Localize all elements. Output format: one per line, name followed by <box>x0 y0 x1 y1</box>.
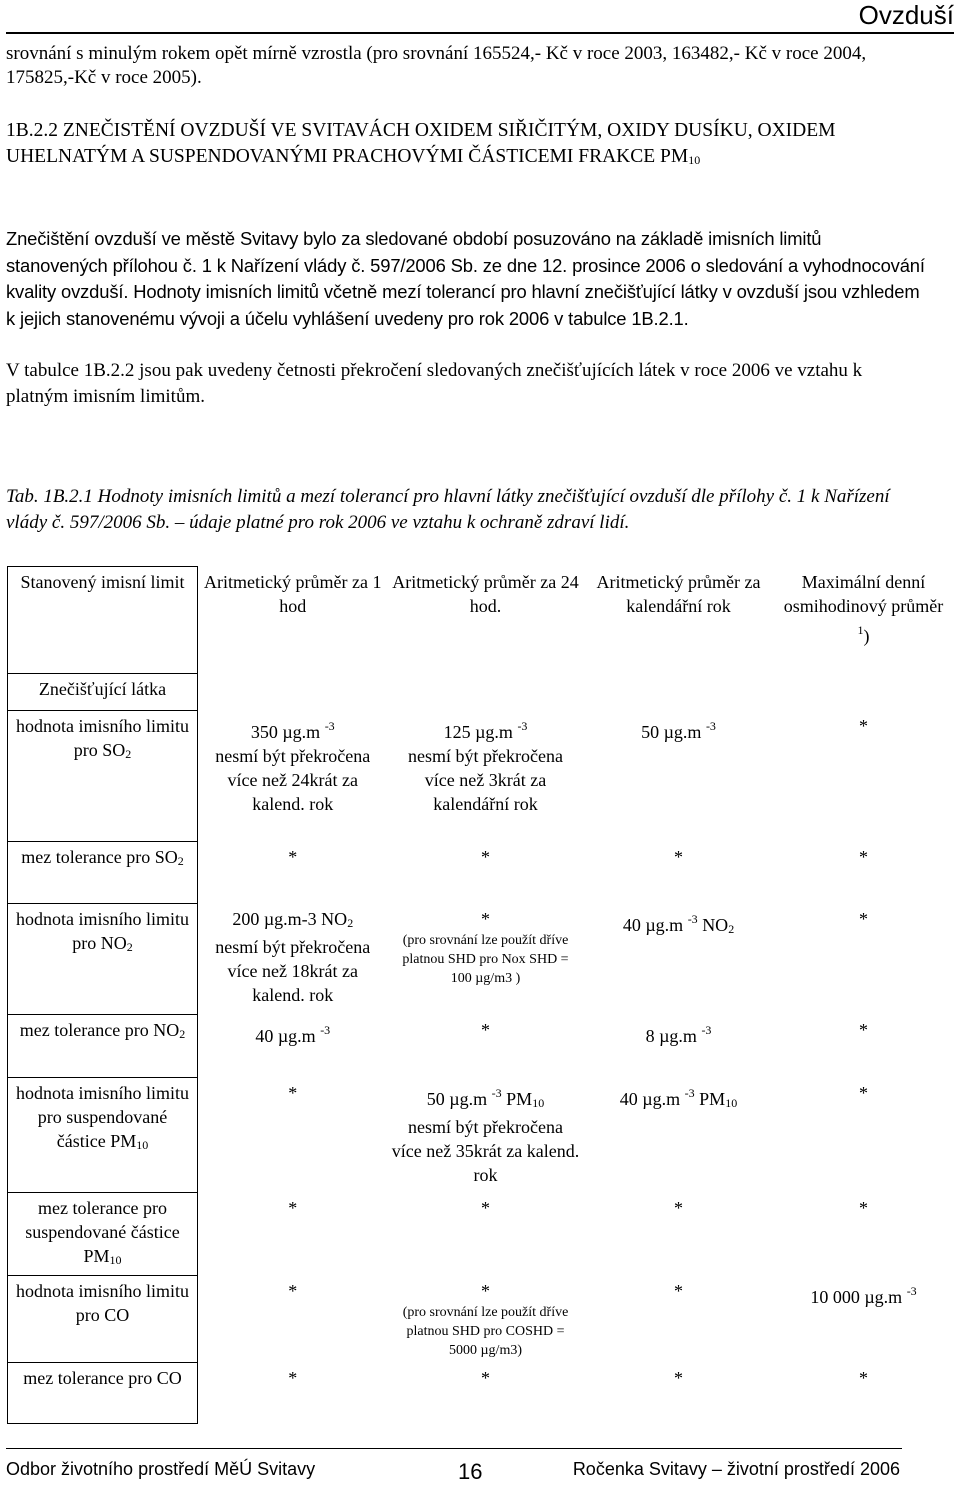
cell-value: 125 µg.m <box>443 721 513 742</box>
table-caption: Tab. 1B.2.1 Hodnoty imisních limitů a mezí tolerancí pro hlavní látky znečišťující ovzduší dle přílohy č. 1 k Nařízení vlády č. 597/2006 Sb. – údaje platné pro rok 2006 ve vztahu k ochraně zdraví lidí. <box>6 486 890 533</box>
cell-value: 40 µg.m <box>255 1025 316 1046</box>
cell-24h: * <box>481 1197 490 1218</box>
cell-1h: * <box>288 1280 298 1301</box>
cell-1h: * <box>288 1197 298 1218</box>
header-divider <box>6 32 954 34</box>
row-label-text: mez tolerance pro NO <box>19 1020 180 1040</box>
cell-sub: 10 <box>725 1095 738 1110</box>
cell-sub: 10 <box>532 1095 545 1110</box>
row-label-text: hodnota imisního limitu pro suspendované částice PM <box>15 1083 189 1151</box>
table-row <box>8 1015 954 1078</box>
row-label-text: hodnota imisního limitu pro NO <box>15 909 189 953</box>
page-number: 16 <box>458 1459 483 1484</box>
cell-sup: -3 <box>701 1022 712 1037</box>
row-label-text: hodnota imisního limitu pro SO <box>15 716 189 760</box>
table-header-row <box>8 567 954 674</box>
header-1h-cell: Aritmetický průměr za 1 hod <box>204 571 382 616</box>
row-label-text: mez tolerance pro SO <box>21 847 178 867</box>
cell-value: 40 µg.m <box>622 914 684 935</box>
table-row <box>8 711 954 842</box>
cell-year: * <box>674 1197 683 1218</box>
header-limit-cell: Stanovený imisní limit <box>8 567 198 674</box>
cell-sup: -3 <box>320 1022 331 1037</box>
cell-year <box>584 1015 774 1078</box>
cell-24h <box>388 711 584 842</box>
cell-sup: -3 <box>687 911 698 926</box>
cell-8h <box>774 1276 954 1363</box>
row-label <box>8 904 198 1015</box>
table-row <box>8 1078 954 1193</box>
cell-note: nesmí být překročena více než 24krát za kalend. rok <box>215 745 371 814</box>
cell-sup: -3 <box>324 718 335 733</box>
row-label <box>8 1078 198 1193</box>
header-year-cell: Aritmetický průměr za kalendářní rok <box>596 571 761 616</box>
header-8h-text: Maximální denní osmihodinový průměr <box>783 571 944 616</box>
row-label <box>8 711 198 842</box>
cell-1h <box>198 1015 388 1078</box>
cell-value: 50 µg.m <box>426 1088 488 1109</box>
cell-tail: PM <box>694 1088 726 1109</box>
cell-1h: * <box>288 1367 298 1388</box>
row-label-sub: 10 <box>136 1138 149 1152</box>
row-label-sub: 2 <box>126 940 133 954</box>
header-8h-cell <box>774 567 954 711</box>
cell-8h: * <box>859 1197 868 1218</box>
row-label-sub: 10 <box>109 1253 122 1267</box>
row-label: hodnota imisního limitu pro CO <box>8 1276 198 1363</box>
cell-value: 350 µg.m <box>250 721 321 742</box>
cell-1h: * <box>288 1082 298 1103</box>
cell-sub: 2 <box>728 921 735 936</box>
footer-divider <box>6 1448 902 1449</box>
cell-8h: * <box>859 846 868 867</box>
row-label: mez tolerance pro CO <box>8 1363 198 1424</box>
cell-tail: PM <box>501 1088 533 1109</box>
section-title: Ovzduší <box>858 0 954 30</box>
header-pollutant-cell: Znečišťující látka <box>8 674 198 711</box>
cell-year: * <box>674 1280 683 1301</box>
cell-24h: * <box>481 1367 490 1388</box>
cell-8h: * <box>859 1019 868 1040</box>
body-paragraph-2: V tabulce 1B.2.2 jsou pak uvedeny četnosti překročení sledovaných znečišťujících látek v roce 2006 ve vztahu k platným imisním limitům. <box>6 360 863 407</box>
table-row <box>8 1363 954 1424</box>
header-8h-close: ) <box>863 625 870 646</box>
cell-1h <box>198 711 388 842</box>
cell-8h: * <box>859 1082 868 1103</box>
row-label <box>8 1193 198 1276</box>
table-row <box>8 842 954 904</box>
cell-year: * <box>674 846 683 867</box>
footer-department: Odbor životního prostředí MěÚ Svitavy <box>6 1459 316 1479</box>
cell-year <box>584 711 774 842</box>
cell-value: 200 µg.m-3 NO <box>232 908 348 929</box>
cell-note: nesmí být překročena více než 3krát za kalendářní rok <box>408 745 563 814</box>
row-label-sub: 2 <box>177 854 184 868</box>
row-label-sub: 2 <box>179 1027 186 1041</box>
cell-24h: * <box>481 1019 490 1040</box>
cell-tail: NO <box>697 914 729 935</box>
cell-value: 40 µg.m <box>619 1088 681 1109</box>
cell-24h <box>388 1078 584 1193</box>
section-heading-text: 1B.2.2 ZNEČISTĚNÍ OVZDUŠÍ VE SVITAVÁCH OXIDEM SIŘIČITÝM, OXIDY DUSÍKU, OXIDEM UHELNATÝM A SUSPENDOVANÝMI PRACHOVÝMI ČÁSTICEMI FRAKCE PM <box>6 120 836 167</box>
section-heading-subscript: 10 <box>688 153 701 167</box>
row-label-sub: 2 <box>125 747 132 761</box>
cell-value: * <box>481 1280 490 1301</box>
cell-24h <box>388 904 584 1015</box>
table-row <box>8 1193 954 1276</box>
cell-8h: * <box>859 1367 868 1388</box>
table-row <box>8 904 954 1015</box>
cell-sup: -3 <box>906 1283 917 1298</box>
cell-year <box>584 1078 774 1193</box>
intro-paragraph: srovnání s minulým rokem opět mírně vzrostla (pro srovnání 165524,- Kč v roce 2003, 163482,- Kč v roce 2004, 175825,-Kč v roce 2005). <box>6 43 867 88</box>
cell-24h: * <box>481 846 490 867</box>
cell-sup: -3 <box>705 718 716 733</box>
cell-sup: -3 <box>517 718 528 733</box>
row-label-text: mez tolerance pro suspendované částice PM <box>25 1198 180 1266</box>
row-label <box>8 1015 198 1078</box>
header-8h-sup: 1 <box>857 622 864 637</box>
cell-sup: -3 <box>684 1085 695 1100</box>
body-paragraph-1: Znečištění ovzduší ve městě Svitavy bylo za sledované období posuzováno na základě imisních limitů stanovených přílohou č. 1 k Nařízení vlády č. 597/2006 Sb. ze dne 12. prosince 2006 o sledování a vyhodnocování kvality ovzduší. Hodnoty imisních limitů včetně mezí tolerancí pro hlavní znečišťující látky v ovzduší jsou vzhledem k jejich stanovenému vývoji a účelu vyhlášení uvedeny pro rok 2006 v tabulce 1B.2.1. <box>6 228 925 329</box>
cell-sub: 2 <box>347 915 354 930</box>
header-24h-cell: Aritmetický průměr za 24 hod. <box>392 571 579 616</box>
cell-value: * <box>481 908 490 929</box>
cell-8h: * <box>859 715 868 736</box>
cell-value: 50 µg.m <box>641 721 702 742</box>
cell-year <box>584 904 774 1015</box>
cell-1h <box>198 904 388 1015</box>
table-row <box>8 1276 954 1363</box>
limits-table <box>7 566 954 1424</box>
footer-publication: Ročenka Svitavy – životní prostředí 2006 <box>572 1459 900 1479</box>
cell-sup: -3 <box>491 1085 502 1100</box>
cell-value: 10 000 µg.m <box>810 1286 903 1307</box>
cell-note: nesmí být překročena více než 35krát za kalend. rok <box>391 1116 580 1185</box>
cell-note: nesmí být překročena více než 18krát za kalend. rok <box>215 936 371 1005</box>
cell-8h: * <box>859 908 868 929</box>
row-label <box>8 842 198 904</box>
cell-note-small: (pro srovnání lze použít dříve platnou SHD pro COSHD = 5000 µg/m3) <box>402 1304 569 1358</box>
cell-year: * <box>674 1367 683 1388</box>
cell-note-small: (pro srovnání lze použít dříve platnou SHD pro Nox SHD = 100 µg/m3 ) <box>402 932 569 986</box>
cell-1h: * <box>288 846 298 867</box>
cell-24h <box>388 1276 584 1363</box>
section-heading <box>6 118 926 173</box>
cell-value: 8 µg.m <box>645 1025 697 1046</box>
